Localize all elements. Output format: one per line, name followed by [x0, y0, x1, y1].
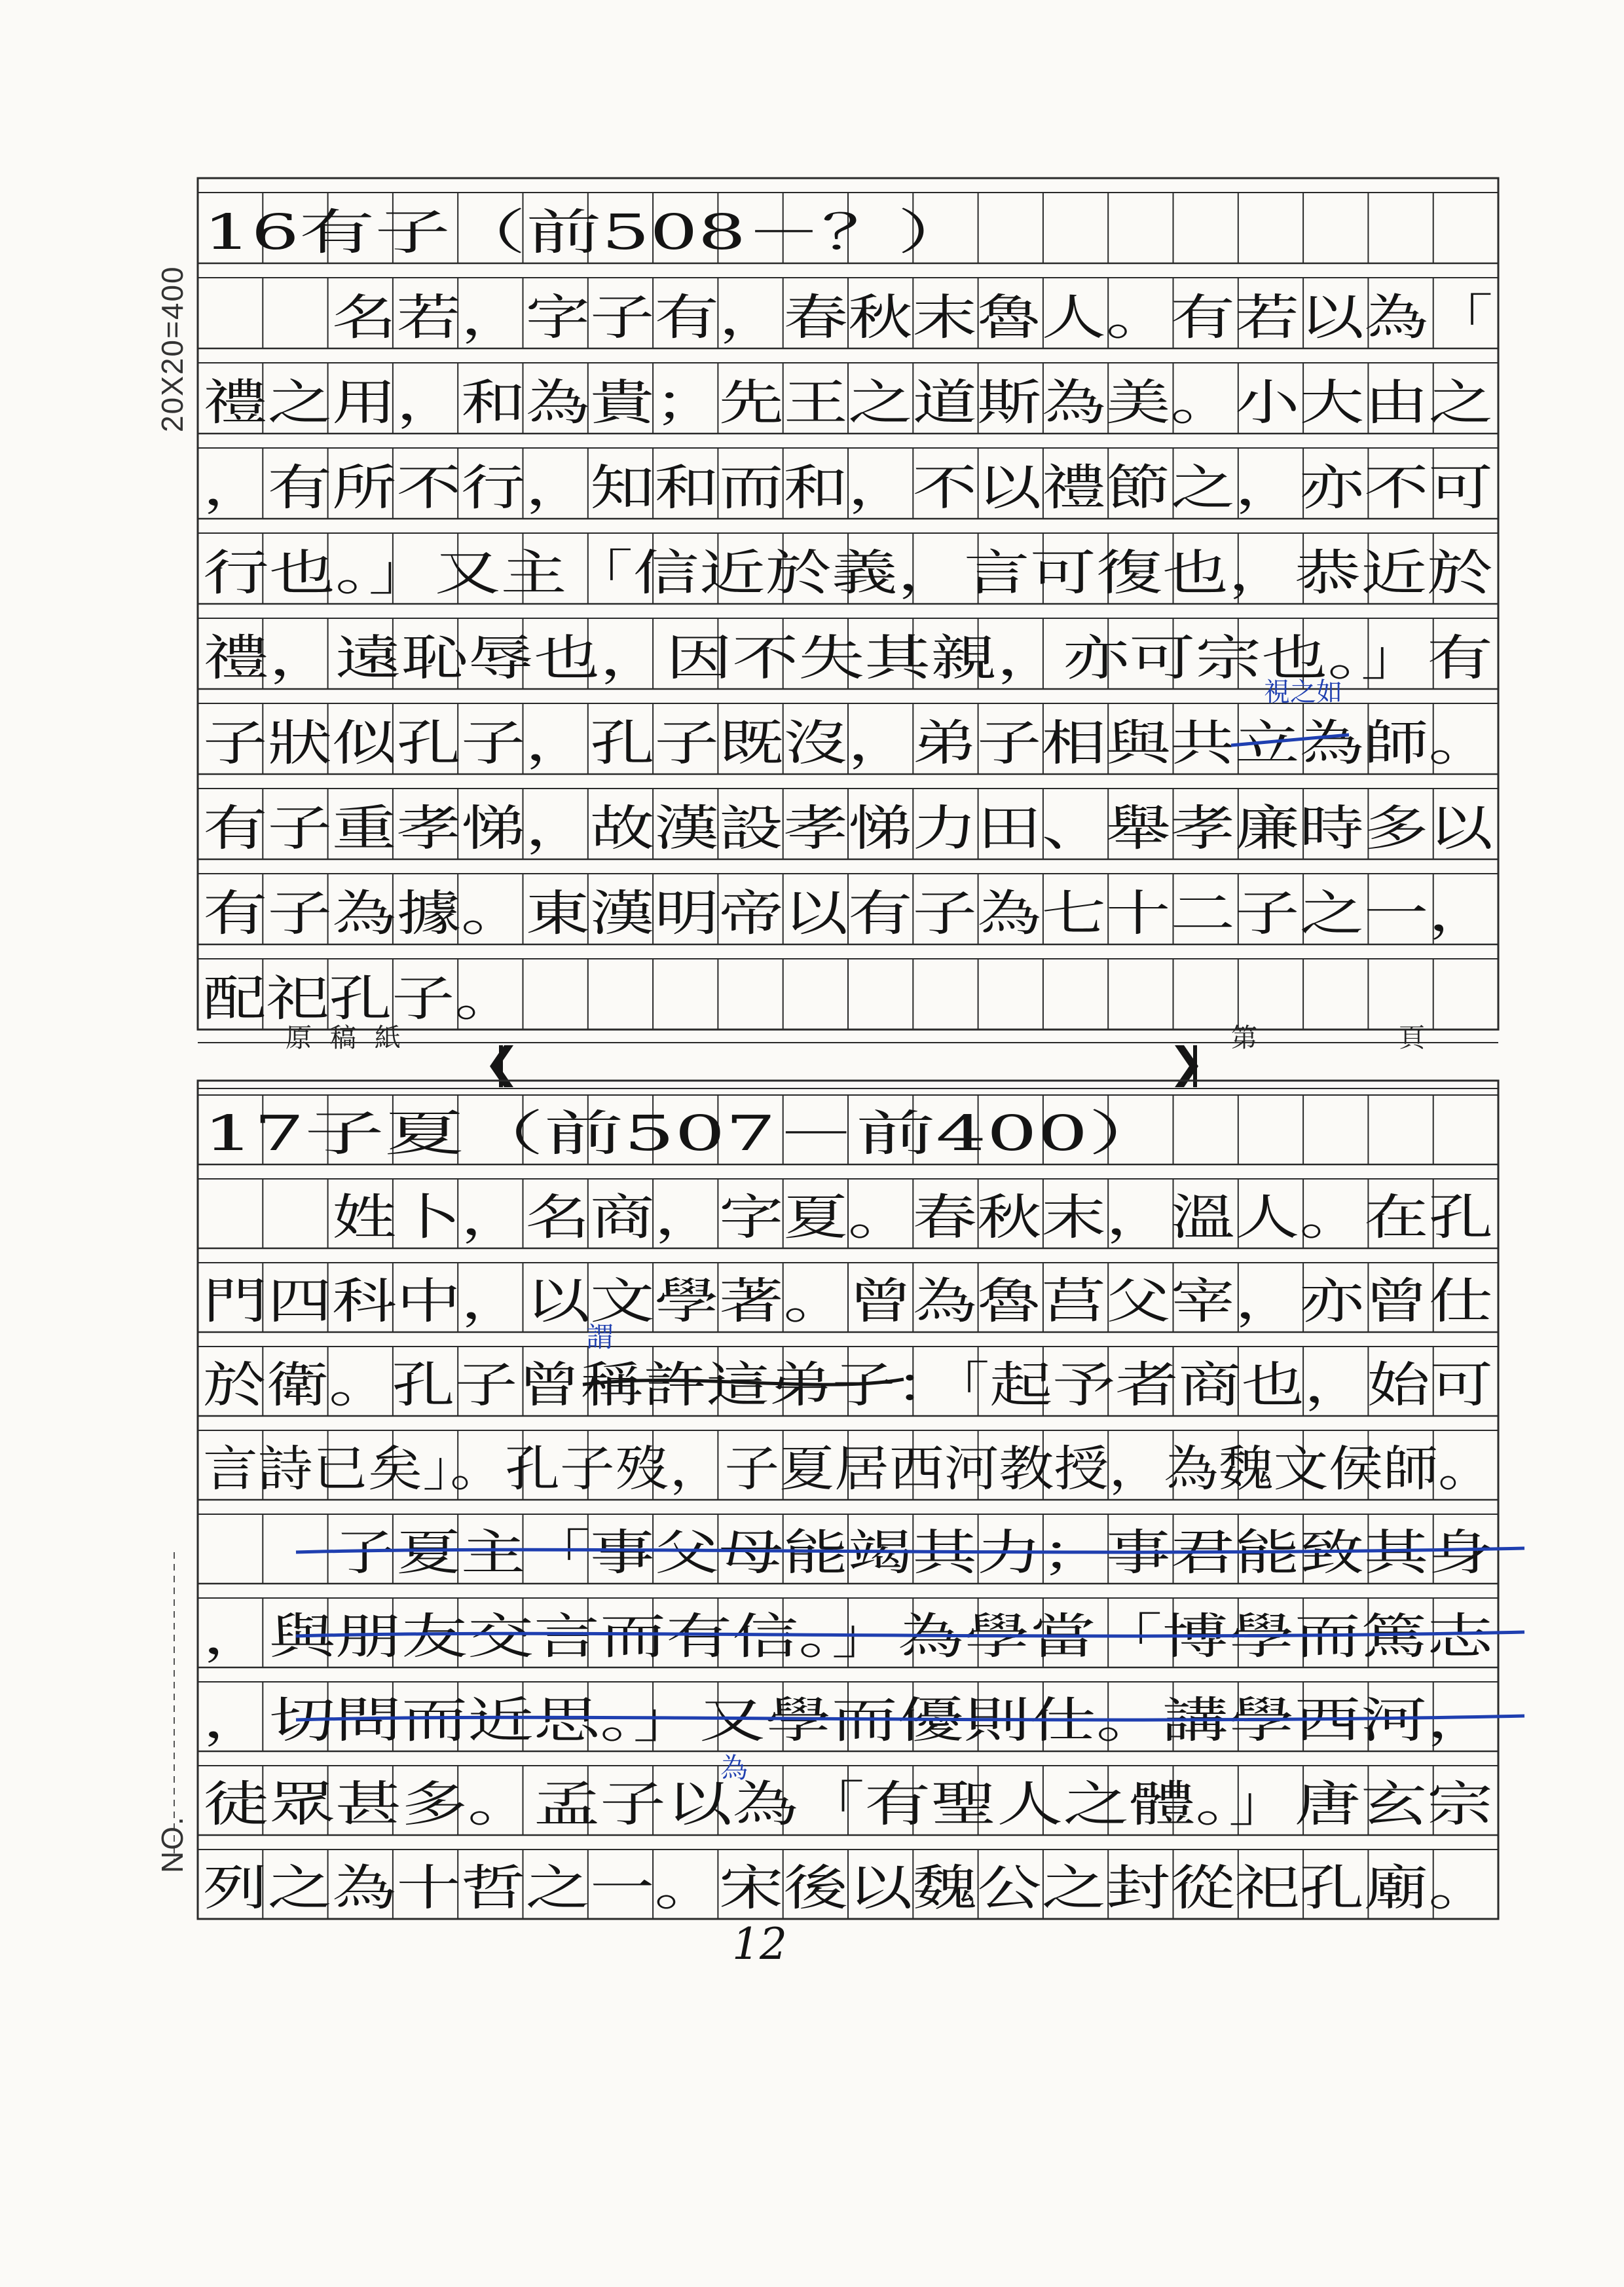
- lower-row-text: ，與朋友交言而有信。」為學當「博學而篤志: [203, 1608, 1495, 1665]
- lower-row-text: ，切問而近思。」又學而優則仕。講學西河，: [203, 1692, 1493, 1749]
- upper-row-text: 子狀似孔子，孔子既沒，弟子相與共立為師。: [203, 715, 1493, 772]
- upper-row-text: 配祀孔子。: [203, 971, 518, 1027]
- lower-row-text: 門四科中，以文學著。曾為魯莒父宰，亦曾仕: [203, 1273, 1493, 1329]
- divider-right-label-a: 第: [1231, 1023, 1257, 1053]
- lower-row-text: 於衛。孔子曾稱許這弟子：「起予者商也，始可: [203, 1357, 1493, 1413]
- upper-row-text: 有子重孝悌，故漢設孝悌力田、舉孝廉時多以: [203, 800, 1496, 857]
- divider-right-label-b: 頁: [1399, 1023, 1425, 1053]
- upper-row-text: 16有子（前508－？）: [203, 204, 973, 261]
- lower-row-text: 姓卜，名商，字夏。春秋末，溫人。在孔: [203, 1189, 1493, 1246]
- page-number: 12: [732, 1919, 787, 1969]
- side-no-label: NO.: [155, 1815, 189, 1873]
- lower-row-text: 言詩已矣」。孔子歿，子夏居西河教授，為魏文侯師。: [203, 1441, 1493, 1497]
- lower-row-text: 17子夏（前507－前400）: [203, 1106, 1168, 1162]
- upper-row-text: 有子為據。東漢明帝以有子為七十二子之一，: [203, 885, 1493, 942]
- lower-row-text: 列之為十哲之一。宋後以魏公之封從祀孔廟。: [203, 1860, 1493, 1916]
- upper-row-text: 禮之用，和為貴；先王之道斯為美。小大由之: [203, 375, 1493, 431]
- lower-row-text: 徒眾甚多。孟子以為「有聖人之體。」唐玄宗: [203, 1776, 1493, 1832]
- lower-correction-insert: 謂: [586, 1321, 614, 1353]
- upper-row-text: ，有所不行，知和而和，不以禮節之，亦不可: [203, 460, 1493, 516]
- grid-spec-label: 20X20=400: [155, 265, 189, 432]
- divider-left-label: 原稿紙: [286, 1023, 419, 1053]
- lower-correction-insert-2: 為: [720, 1752, 748, 1784]
- upper-row-text: 行也。」又主「信近於義，言可復也，恭近於: [203, 545, 1493, 601]
- upper-correction-insert: 視之如: [1264, 677, 1342, 707]
- upper-row-text: 禮，遠恥辱也，因不失其親，亦可宗也。」有: [203, 630, 1493, 686]
- upper-row-text: 名若，字子有，春秋末魯人。有若以為「: [203, 289, 1493, 346]
- lower-row-text: 子夏主「事父母能竭其力；事君能致其身: [203, 1525, 1493, 1581]
